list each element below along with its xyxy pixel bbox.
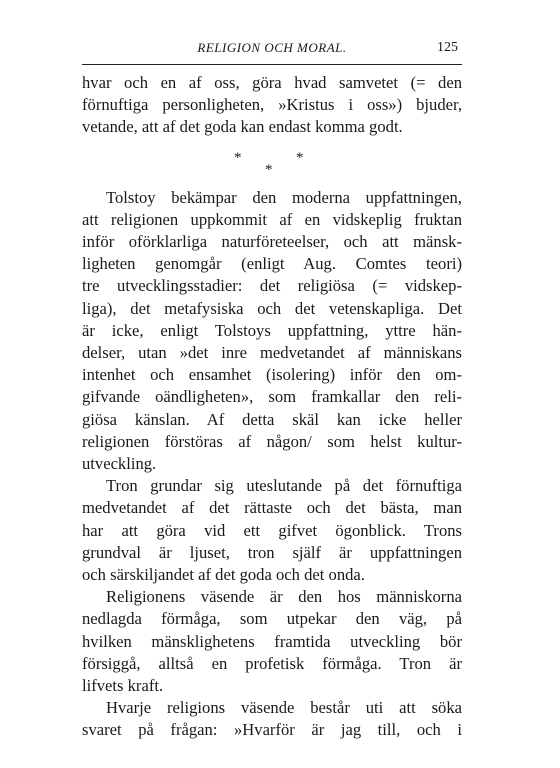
asterisk: *	[265, 161, 273, 178]
asterism	[82, 139, 462, 187]
text-line: vetande, att af det goda kan endast komma godt.	[82, 117, 403, 137]
text-line: svaret på frågan: »Hvarför är jag till, och i	[82, 720, 462, 740]
text-line: utveckling.	[82, 454, 157, 474]
text-line: och särskiljandet af det goda och det onda.	[82, 565, 365, 585]
text-line: ligheten genomgår (enligt Aug. Comtes teori)	[82, 254, 462, 274]
text-line: hvilken mänsklighetens framtida utveckling bör	[82, 631, 462, 651]
text-line: gifvande oändligheten», som framkallar den reli-	[82, 387, 462, 407]
text-line: att religionen uppkommit af en vidskeplig fruktan	[82, 209, 462, 229]
text-line: förnuftiga personligheten, »Kristus i oss») bjuder,	[82, 95, 462, 115]
text-line: nedlagda förmåga, som utpekar den väg, på	[82, 609, 462, 629]
text-line: delser, utan »det inre medvetandet af människans	[82, 343, 462, 363]
paragraph	[82, 586, 462, 697]
text-line: intenhet och ensamhet (isolering) inför den om-	[82, 365, 462, 385]
text-line: lifvets kraft.	[82, 676, 164, 696]
page-header	[82, 40, 462, 65]
paragraph	[82, 72, 462, 139]
running-head: RELIGION OCH MORAL.	[197, 40, 347, 55]
text-line: tre utvecklingsstadier: det religiösa (= vidskep-	[82, 276, 462, 296]
text-line: har att göra vid ett gifvet ögonblick. Trons	[82, 520, 462, 540]
text-line: religionen förstöras af någon/ som helst kultur-	[82, 431, 462, 451]
text-line: är icke, enligt Tolstoys uppfattning, yttre hän-	[82, 320, 462, 340]
text-line: inför oförklarliga naturföreteelser, och att mänsk-	[82, 232, 462, 252]
text-line: hvar och en af oss, göra hvad samvetet (= den	[82, 73, 462, 92]
text-line: grundval är ljuset, tron själf är uppfattningen	[82, 542, 462, 562]
asterisk: *	[234, 149, 242, 166]
body-text	[82, 72, 462, 742]
text-line: liga), det metafysiska och det vetenskapliga. Det	[82, 298, 462, 318]
text-line: försiggå, alltså en profetisk förmåga. Tron är	[82, 653, 462, 673]
text-line: Religionens väsende är den hos människorna	[106, 587, 462, 607]
text-line: Tolstoy bekämpar den moderna uppfattningen,	[106, 187, 462, 207]
text-line: Hvarje religions väsende består uti att söka	[106, 698, 462, 718]
text-line: giösa känslan. Af detta skäl kan icke heller	[82, 409, 462, 429]
text-line: medvetandet af det rättaste och det bästa, man	[82, 498, 462, 518]
asterisk: *	[296, 149, 304, 166]
paragraph	[82, 697, 462, 741]
paragraph	[82, 187, 462, 476]
text-line: Tron grundar sig uteslutande på det förnuftiga	[106, 476, 462, 496]
paragraph	[82, 475, 462, 586]
page-number: 125	[437, 40, 458, 55]
